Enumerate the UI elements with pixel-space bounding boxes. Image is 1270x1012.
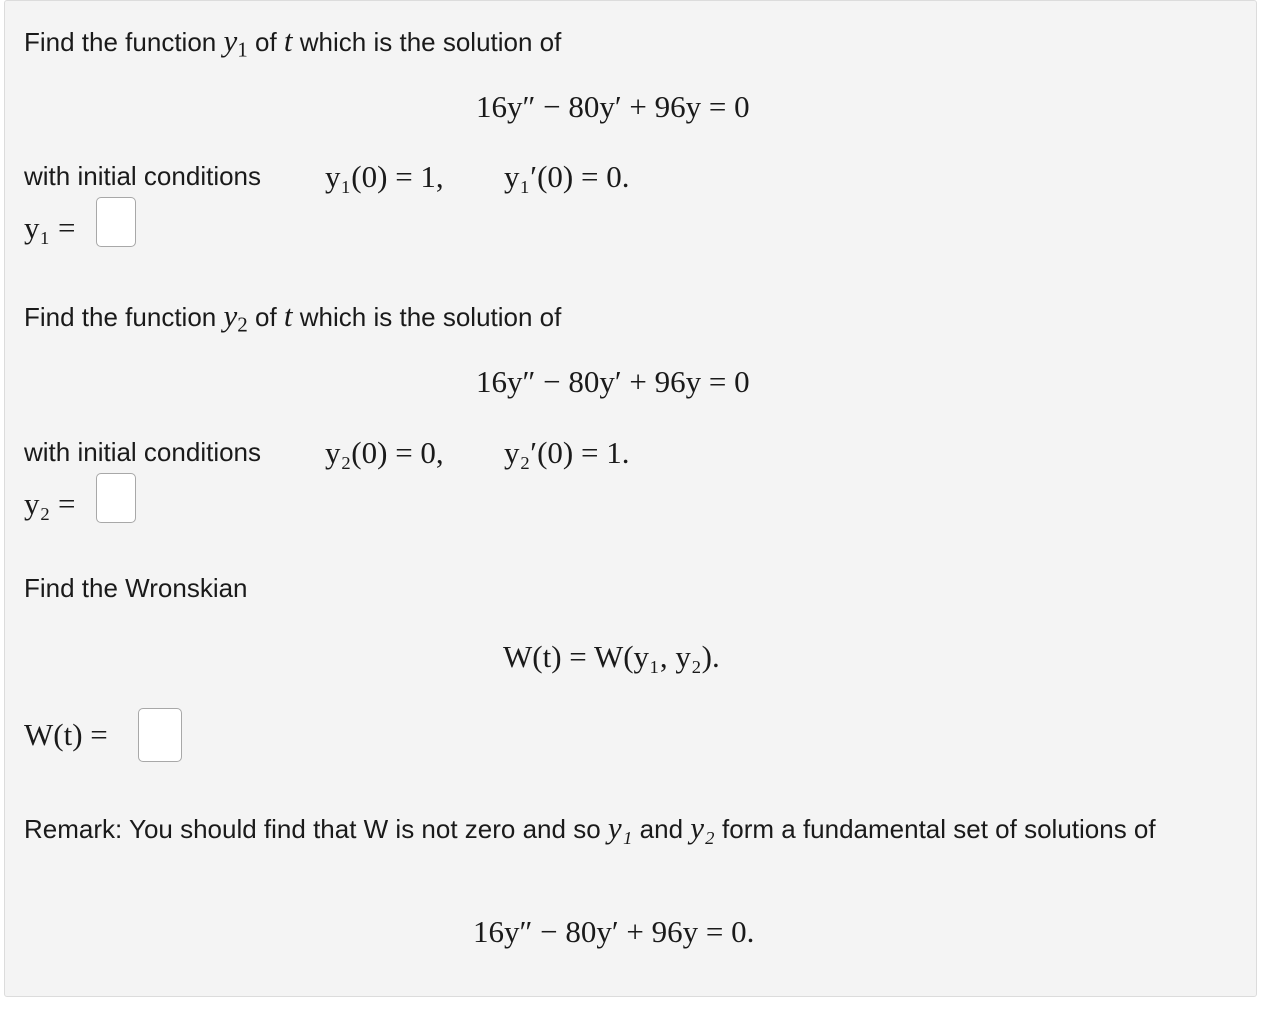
wronskian-answer-input[interactable] [138,708,182,762]
part1-equation: 16y″ − 80y′ + 96y = 0 [476,89,750,124]
part2-intro [24,300,561,335]
part3-definition: W(t) = W(y₁, y₂). [503,639,720,674]
part2-fn-letter: y [223,298,238,333]
part2-intro-after: which is the solution of [292,302,562,332]
part1-intro-after: which is the solution of [292,27,562,57]
part2-intro-before: Find the function [24,302,224,332]
remark-text [24,808,1239,849]
remark-y2: y₂ [690,810,715,845]
part1-intro-before: Find the function [24,27,224,57]
part1-answer-lhs: y₁ = [24,210,76,245]
part2-conditions-label: with initial conditions [24,437,262,467]
remark-y1: y₁ [607,810,633,845]
part3-answer-lhs: W(t) = [24,717,108,752]
part1-conditions-label: with initial conditions [24,161,262,191]
part1-intro-mid: of [247,27,284,57]
part2-intro-mid: of [247,302,284,332]
part2-equation: 16y″ − 80y′ + 96y = 0 [476,364,750,399]
part1-condition-1: y₁(0) = 1, [325,159,444,194]
y1-answer-input[interactable] [96,197,136,247]
remark-middle: and [632,814,691,844]
part1-fn-letter: y [223,23,238,58]
part1-intro [24,25,561,60]
part1-variable: t [283,23,293,58]
remark-after: form a fundamental set of solutions of [714,814,1156,844]
part2-variable: t [283,298,293,333]
part2-fn-subscript: 2 [237,312,248,337]
part1-fn [223,23,248,62]
part2-fn [223,298,248,337]
part2-answer-lhs: y₂ = [24,486,76,521]
part2-condition-1: y₂(0) = 0, [325,435,444,470]
y2-answer-input[interactable] [96,473,136,523]
part1-fn-subscript: 1 [237,37,248,62]
remark-before: Remark: You should find that W is not zero and so [24,814,608,844]
part2-condition-2: y₂′(0) = 1. [504,435,630,470]
part1-condition-2: y₁′(0) = 0. [504,159,630,194]
part3-intro: Find the Wronskian [24,573,248,603]
remark-equation: 16y″ − 80y′ + 96y = 0. [473,914,755,949]
